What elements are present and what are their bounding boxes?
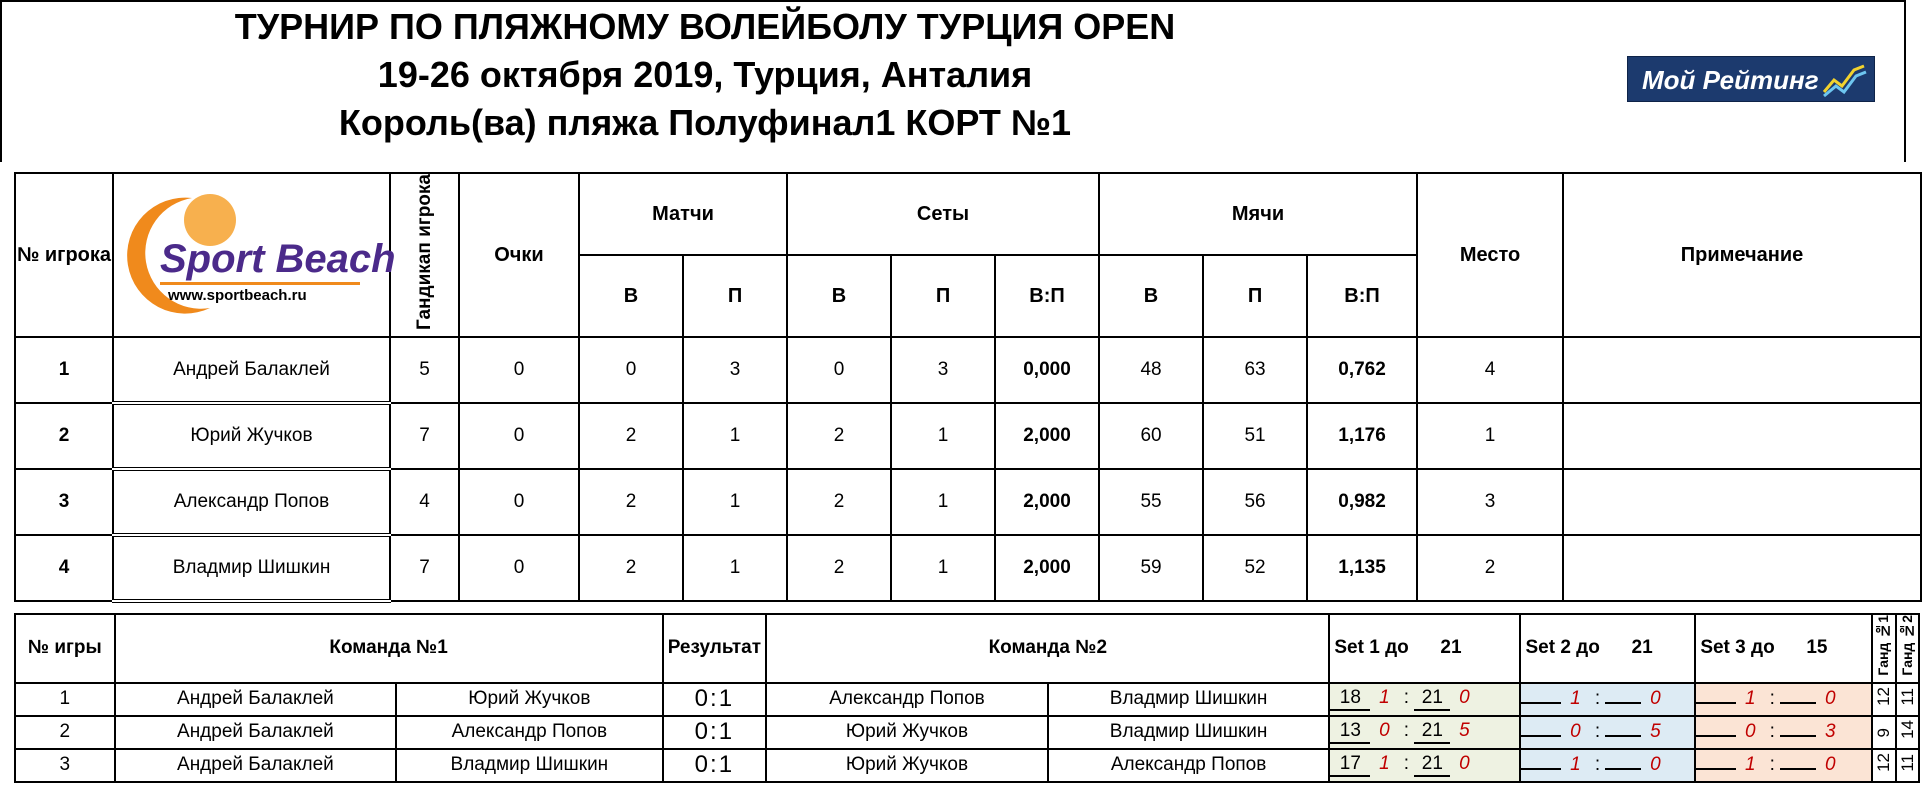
- game-result: [663, 749, 767, 782]
- set-team1-points: [1521, 702, 1561, 704]
- header-sets-won: В: [787, 255, 891, 337]
- player-name: Юрий Жучков: [113, 403, 390, 469]
- player-note: [1563, 337, 1921, 403]
- header-balls-lost: П: [1203, 255, 1307, 337]
- header-player-num: № игрока: [15, 173, 113, 337]
- game-result: [663, 683, 767, 716]
- balls-ratio: 0,982: [1307, 469, 1417, 535]
- set-team2-points: [1780, 735, 1816, 737]
- set-team1-handicap: 1: [1570, 688, 1581, 710]
- set-team1-handicap: 1: [1379, 687, 1390, 709]
- game-row: [15, 716, 1919, 749]
- matches-won: 0: [579, 337, 683, 403]
- set-team1-points: [1696, 768, 1736, 770]
- standings-row: [15, 403, 1921, 469]
- team1-player1: Андрей Балаклей: [115, 683, 397, 716]
- set-team1-points: 18: [1330, 687, 1370, 711]
- team2-player2: Александр Попов: [1048, 749, 1330, 782]
- game-row: [15, 683, 1919, 716]
- header-matches-won: В: [579, 255, 683, 337]
- sets-lost: 1: [891, 469, 995, 535]
- game-gand2: [1896, 716, 1919, 749]
- set-team2-points: [1605, 768, 1641, 770]
- player-handicap: 4: [390, 469, 459, 535]
- header-result: Результат: [663, 614, 767, 683]
- sets-won: 2: [787, 469, 891, 535]
- player-name: Андрей Балаклей: [113, 337, 390, 403]
- set-team2-handicap: 0: [1650, 754, 1661, 776]
- score-separator: :: [1403, 753, 1410, 775]
- balls-won: 48: [1099, 337, 1203, 403]
- game-num: 2: [15, 716, 115, 749]
- logo-text-sport: Sport Beach: [159, 237, 396, 282]
- set-team1-points: 17: [1330, 753, 1370, 777]
- score-separator: :: [1769, 688, 1775, 710]
- header-balls: Мячи: [1099, 173, 1417, 255]
- header-place: Место: [1417, 173, 1563, 337]
- set-team2-handicap: 5: [1650, 721, 1661, 743]
- team2-player1: Александр Попов: [766, 683, 1048, 716]
- balls-lost: 51: [1203, 403, 1307, 469]
- result-team2: 1: [718, 718, 735, 746]
- player-place: 1: [1417, 403, 1563, 469]
- standings-row: [15, 337, 1921, 403]
- sets-ratio: 2,000: [995, 403, 1099, 469]
- game-result: [663, 716, 767, 749]
- header-sets-ratio: В:П: [995, 255, 1099, 337]
- game-gand2-value: 11: [1897, 687, 1917, 706]
- sets-won: 2: [787, 535, 891, 601]
- standings-row: [15, 535, 1921, 601]
- set-team1-points: [1696, 735, 1736, 737]
- score-separator: :: [1594, 688, 1601, 710]
- set1-score: [1329, 683, 1520, 716]
- matches-won: 2: [579, 403, 683, 469]
- set-team2-handicap: 0: [1825, 754, 1836, 776]
- set-team1-points: [1521, 768, 1561, 770]
- game-num: 1: [15, 683, 115, 716]
- game-gand1-value: 12: [1874, 687, 1894, 707]
- header-team1: Команда №1: [115, 614, 663, 683]
- set-team1-handicap: 1: [1379, 753, 1390, 775]
- game-num: 3: [15, 749, 115, 782]
- sport-beach-logo-cell: [113, 173, 396, 337]
- set2-score: [1520, 749, 1695, 782]
- set-team1-handicap: 1: [1745, 688, 1756, 710]
- page-subtitle: 19-26 октября 2019, Турция, Анталия: [377, 54, 1033, 95]
- set1-score: [1329, 716, 1520, 749]
- set-team1-handicap: 0: [1379, 720, 1390, 742]
- team2-player1: Юрий Жучков: [766, 716, 1048, 749]
- set-team2-points: 21: [1414, 720, 1450, 744]
- balls-won: 55: [1099, 469, 1203, 535]
- set-team2-handicap: 0: [1459, 687, 1470, 709]
- balls-lost: 63: [1203, 337, 1307, 403]
- player-handicap: 7: [390, 535, 459, 601]
- player-points: 0: [459, 403, 579, 469]
- balls-lost: 56: [1203, 469, 1307, 535]
- set-team2-points: [1605, 702, 1641, 704]
- header-set2: Set 2 до 21: [1520, 614, 1695, 683]
- balls-ratio: 1,135: [1307, 535, 1417, 601]
- balls-won: 59: [1099, 535, 1203, 601]
- team1-player1: Андрей Балаклей: [115, 716, 397, 749]
- player-name: Владмир Шишкин: [113, 535, 390, 601]
- score-separator: :: [710, 751, 719, 779]
- header-balls-won: В: [1099, 255, 1203, 337]
- sets-lost: 1: [891, 403, 995, 469]
- balls-won: 60: [1099, 403, 1203, 469]
- team2-player2: Владмир Шишкин: [1048, 716, 1330, 749]
- set2-score: [1520, 716, 1695, 749]
- header-team2: Команда №2: [766, 614, 1329, 683]
- team1-player2: Владмир Шишкин: [396, 749, 662, 782]
- set2-score: [1520, 683, 1695, 716]
- game-gand1: [1872, 749, 1895, 782]
- standings-row: [15, 469, 1921, 535]
- set-team1-handicap: 1: [1570, 754, 1581, 776]
- set-team2-handicap: 0: [1650, 688, 1661, 710]
- header-matches: Матчи: [579, 173, 787, 255]
- set-team2-points: 21: [1414, 687, 1450, 711]
- set-team2-points: [1780, 702, 1816, 704]
- rating-chart-icon: [1822, 62, 1868, 98]
- set-team2-handicap: 5: [1459, 720, 1470, 742]
- player-note: [1563, 535, 1921, 601]
- score-separator: :: [1769, 754, 1775, 776]
- set1-score: [1329, 749, 1520, 782]
- player-num: 3: [15, 469, 113, 535]
- rating-logo-text: Мой Рейтинг: [1642, 65, 1819, 95]
- player-handicap: 5: [390, 337, 459, 403]
- score-separator: :: [1594, 754, 1601, 776]
- set3-score: [1695, 716, 1872, 749]
- set-team1-handicap: 1: [1745, 754, 1756, 776]
- sets-ratio: 2,000: [995, 469, 1099, 535]
- matches-lost: 3: [683, 337, 787, 403]
- player-handicap: 7: [390, 403, 459, 469]
- team1-player2: Александр Попов: [396, 716, 662, 749]
- set-team2-points: [1605, 735, 1641, 737]
- game-gand1-value: 12: [1874, 753, 1894, 773]
- game-row: [15, 749, 1919, 782]
- result-team2: 1: [718, 751, 735, 779]
- header: [0, 0, 1906, 162]
- score-separator: :: [1769, 721, 1775, 743]
- matches-lost: 1: [683, 535, 787, 601]
- score-separator: :: [1403, 720, 1410, 742]
- team1-player1: Андрей Балаклей: [115, 749, 397, 782]
- header-points: Очки: [459, 173, 579, 337]
- header-matches-lost: П: [683, 255, 787, 337]
- player-num: 1: [15, 337, 113, 403]
- page-title: ТУРНИР ПО ПЛЯЖНОМУ ВОЛЕЙБОЛУ ТУРЦИЯ OPEN: [234, 6, 1176, 47]
- game-gand2: [1896, 749, 1919, 782]
- balls-ratio: 0,762: [1307, 337, 1417, 403]
- header-gand1: Ганд №1: [1872, 614, 1895, 683]
- player-points: 0: [459, 469, 579, 535]
- score-separator: :: [1594, 721, 1601, 743]
- set-team2-handicap: 3: [1825, 721, 1836, 743]
- header-sets-lost: П: [891, 255, 995, 337]
- player-place: 3: [1417, 469, 1563, 535]
- header-note: Примечание: [1563, 173, 1921, 337]
- game-gand1: [1872, 716, 1895, 749]
- player-points: 0: [459, 337, 579, 403]
- game-gand1-value: 9: [1874, 728, 1894, 738]
- score-separator: :: [710, 718, 719, 746]
- matches-lost: 1: [683, 469, 787, 535]
- set-team1-handicap: 0: [1570, 721, 1581, 743]
- set3-score: [1695, 683, 1872, 716]
- balls-ratio: 1,176: [1307, 403, 1417, 469]
- header-sets: Сеты: [787, 173, 1099, 255]
- set-team1-points: 13: [1330, 720, 1370, 744]
- balls-lost: 52: [1203, 535, 1307, 601]
- player-note: [1563, 403, 1921, 469]
- round-title: Король(ва) пляжа Полуфинал1 КОРТ №1: [338, 102, 1072, 143]
- team2-player2: Владмир Шишкин: [1048, 683, 1330, 716]
- player-name: Александр Попов: [113, 469, 390, 535]
- set-team1-points: [1696, 702, 1736, 704]
- result-team1: 0: [694, 718, 711, 746]
- standings-table: [14, 172, 1922, 603]
- player-place: 2: [1417, 535, 1563, 601]
- team2-player1: Юрий Жучков: [766, 749, 1048, 782]
- set-team2-handicap: 0: [1825, 688, 1836, 710]
- header-set3: Set 3 до 15: [1695, 614, 1872, 683]
- matches-won: 2: [579, 469, 683, 535]
- game-gand2-value: 14: [1897, 720, 1917, 740]
- sets-won: 0: [787, 337, 891, 403]
- matches-lost: 1: [683, 403, 787, 469]
- player-note: [1563, 469, 1921, 535]
- sets-ratio: 0,000: [995, 337, 1099, 403]
- games-table: [14, 613, 1920, 783]
- result-team1: 0: [694, 685, 711, 713]
- score-separator: :: [710, 685, 719, 713]
- sets-lost: 3: [891, 337, 995, 403]
- set-team1-handicap: 0: [1745, 721, 1756, 743]
- matches-won: 2: [579, 535, 683, 601]
- set-team2-points: 21: [1414, 753, 1450, 777]
- header-balls-ratio: В:П: [1307, 255, 1417, 337]
- sets-lost: 1: [891, 535, 995, 601]
- game-gand2-value: 11: [1897, 753, 1917, 772]
- set-team2-handicap: 0: [1459, 753, 1470, 775]
- player-num: 4: [15, 535, 113, 601]
- game-gand2: [1896, 683, 1919, 716]
- result-team2: 1: [718, 685, 735, 713]
- header-set1: Set 1 до 21: [1329, 614, 1520, 683]
- player-num: 2: [15, 403, 113, 469]
- header-game-num: № игры: [15, 614, 115, 683]
- score-separator: :: [1403, 687, 1410, 709]
- team1-player2: Юрий Жучков: [396, 683, 662, 716]
- game-gand1: [1872, 683, 1895, 716]
- sport-beach-logo: [132, 190, 396, 314]
- rating-logo: [1627, 56, 1875, 102]
- logo-url: www.sportbeach.ru: [167, 287, 307, 305]
- sets-ratio: 2,000: [995, 535, 1099, 601]
- set3-score: [1695, 749, 1872, 782]
- player-place: 4: [1417, 337, 1563, 403]
- player-points: 0: [459, 535, 579, 601]
- header-handicap: Гандикап игрока: [390, 173, 459, 337]
- sets-won: 2: [787, 403, 891, 469]
- header-gand2: Ганд №2: [1896, 614, 1919, 683]
- set-team2-points: [1780, 768, 1816, 770]
- set-team1-points: [1521, 735, 1561, 737]
- result-team1: 0: [694, 751, 711, 779]
